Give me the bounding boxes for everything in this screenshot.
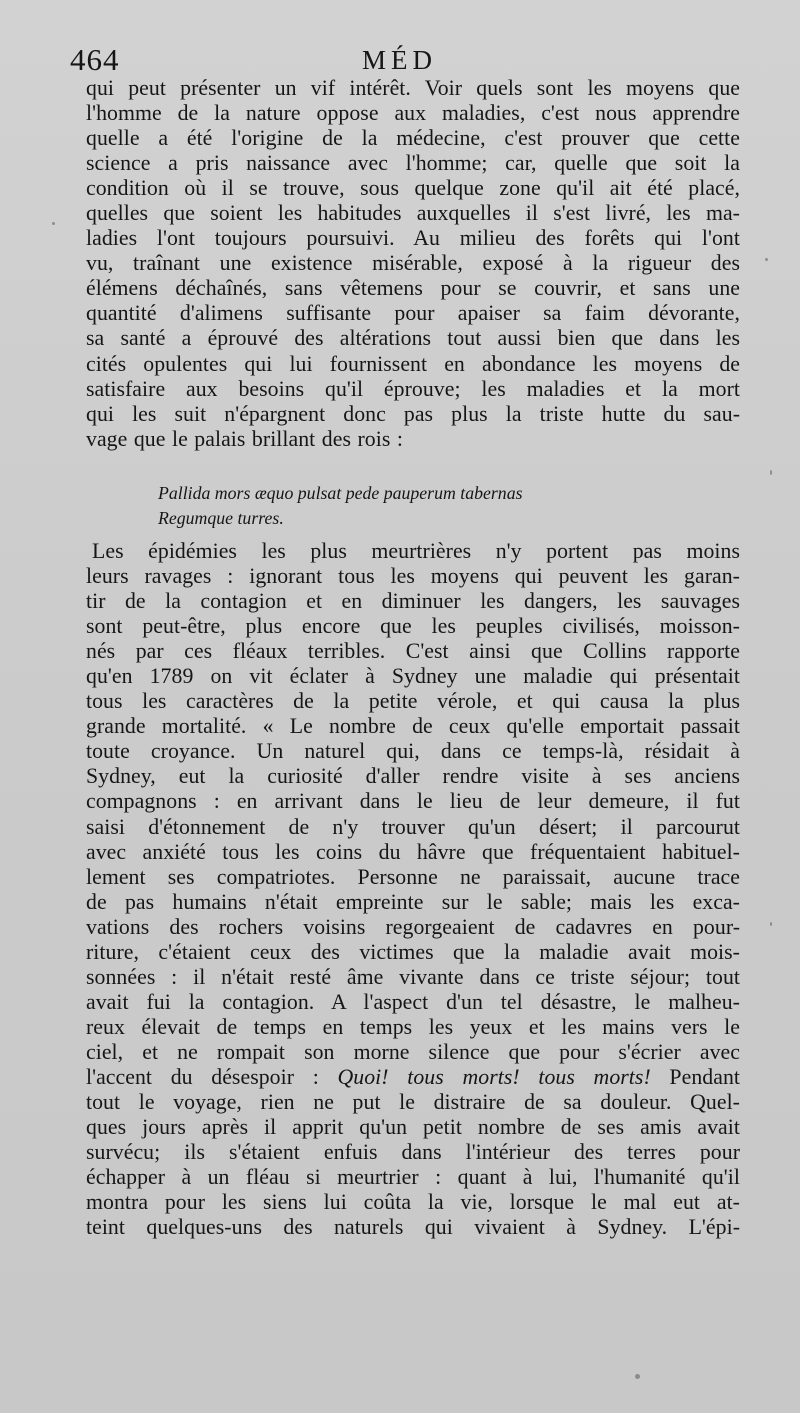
- text-line: lement ses compatriotes. Personne ne paraissait, aucune trace: [86, 864, 740, 889]
- text-line: saisi d'étonnement de n'y trouver qu'un désert; il parcourut: [86, 814, 740, 839]
- text-line: cités opulentes qui lui fournissent en abondance les moyens de: [86, 351, 740, 376]
- text-line: vations des rochers voisins regorgeaient de cadavres en pour-: [86, 914, 740, 939]
- text-line: quelles que soient les habitudes auxquelles il s'est livré, les ma-: [86, 201, 740, 226]
- text-line: grande mortalité. « Le nombre de ceux qu'elle emportait passait: [86, 714, 740, 739]
- paper-speck: [635, 1374, 640, 1379]
- text-line: quelle a été l'origine de la médecine, c'est prouver que cette: [86, 126, 740, 151]
- text-line: avait fui la contagion. A l'aspect d'un tel désastre, le malheu-: [86, 989, 740, 1014]
- text-line: vage que le palais brillant des rois :: [86, 426, 403, 451]
- exclamation-line: [86, 1065, 740, 1090]
- paper-speck: [770, 922, 772, 926]
- text-line: ciel, et ne rompait son morne silence que pour s'écrier avec: [86, 1039, 740, 1064]
- text-line: vu, traînant une existence misérable, exposé à la rigueur des: [86, 251, 740, 276]
- text-line: reux élevait de temps en temps les yeux et les mains vers le: [86, 1014, 740, 1039]
- text-line: science a pris naissance avec l'homme; car, quelle que soit la: [86, 151, 740, 176]
- text-line: nés par ces fléaux terribles. C'est ainsi que Collins rapporte: [86, 639, 740, 664]
- text-line: sonnées : il n'était resté âme vivante dans ce triste séjour; tout: [86, 964, 740, 989]
- text-line: sont peut-être, plus encore que les peuples civilisés, moisson-: [86, 614, 740, 639]
- running-head: [70, 40, 740, 80]
- text-line: qu'en 1789 on vit éclater à Sydney une maladie qui présentait: [86, 664, 740, 689]
- text-line: condition où il se trouve, sous quelque zone qu'il ait été placé,: [86, 176, 740, 201]
- exclamation-italic-text: Quoi! tous morts! tous morts!: [337, 1064, 651, 1089]
- text-line: qui les suit n'épargnent donc pas plus la triste hutte du sau-: [86, 401, 740, 426]
- text-line: teint quelques-uns des naturels qui vivaient à Sydney. L'épi-: [86, 1215, 740, 1240]
- text-line: compagnons : en arrivant dans le lieu de leur demeure, il fut: [86, 789, 740, 814]
- latin-quotation: [158, 481, 658, 531]
- text-line: sa santé a éprouvé des altérations tout aussi bien que dans les: [86, 326, 740, 351]
- text-line: satisfaire aux besoins qu'il éprouve; les maladies et la mort: [86, 376, 740, 401]
- paper-speck: [52, 222, 55, 225]
- text-line: riture, c'étaient ceux des victimes que la maladie avait mois-: [86, 939, 740, 964]
- exclamation-lead-text: l'accent du désespoir :: [86, 1064, 338, 1089]
- text-line: ladies l'ont toujours poursuivi. Au milieu des forêts qui l'ont: [86, 226, 740, 251]
- text-line: tous les caractères de la petite vérole, et qui causa la plus: [86, 689, 740, 714]
- paragraph-2: [86, 539, 740, 1240]
- text-line: tir de la contagion et en diminuer les dangers, les sauvages: [86, 589, 740, 614]
- text-line: toute croyance. Un naturel qui, dans ce temps-là, résidait à: [86, 739, 740, 764]
- page-number: 464: [70, 42, 120, 77]
- text-line: tout le voyage, rien ne put le distraire de sa douleur. Quel-: [86, 1090, 740, 1115]
- text-line: quantité d'alimens suffisante pour apaiser sa faim dévorante,: [86, 301, 740, 326]
- text-line: l'homme de la nature oppose aux maladies, c'est nous apprendre: [86, 101, 740, 126]
- text-line: qui peut présenter un vif intérêt. Voir quels sont les moyens que: [86, 76, 740, 100]
- text-line: montra pour les siens lui coûta la vie, lorsque le mal eut at-: [86, 1190, 740, 1215]
- text-line: Sydney, eut la curiosité d'aller rendre visite à ses anciens: [86, 764, 740, 789]
- text-line: échapper à un fléau si meurtrier : quant à lui, l'humanité qu'il: [86, 1165, 740, 1190]
- quotation-line: Regumque turres.: [158, 508, 284, 528]
- text-line: élémens déchaînés, sans vêtemens pour se couvrir, et sans une: [86, 276, 740, 301]
- text-line: avec anxiété tous les coins du hâvre que fréquentaient habituel-: [86, 839, 740, 864]
- paper-speck: [770, 470, 772, 475]
- running-title: MÉD: [362, 45, 437, 75]
- text-line: Les épidémies les plus meurtrières n'y portent pas moins: [92, 539, 740, 563]
- exclamation-trail-text: Pendant: [650, 1064, 741, 1089]
- text-line: leurs ravages : ignorant tous les moyens qui peuvent les garan-: [86, 564, 740, 589]
- paper-speck: [765, 258, 768, 261]
- quotation-line: Pallida mors æquo pulsat pede pauperum tabernas: [158, 483, 523, 503]
- paragraph-1: [86, 76, 740, 452]
- text-line: survécu; ils s'étaient enfuis dans l'intérieur des terres pour: [86, 1140, 740, 1165]
- text-line: ques jours après il apprit qu'un petit nombre de ses amis avait: [86, 1115, 740, 1140]
- text-line: de pas humains n'était empreinte sur le sable; mais les exca-: [86, 889, 740, 914]
